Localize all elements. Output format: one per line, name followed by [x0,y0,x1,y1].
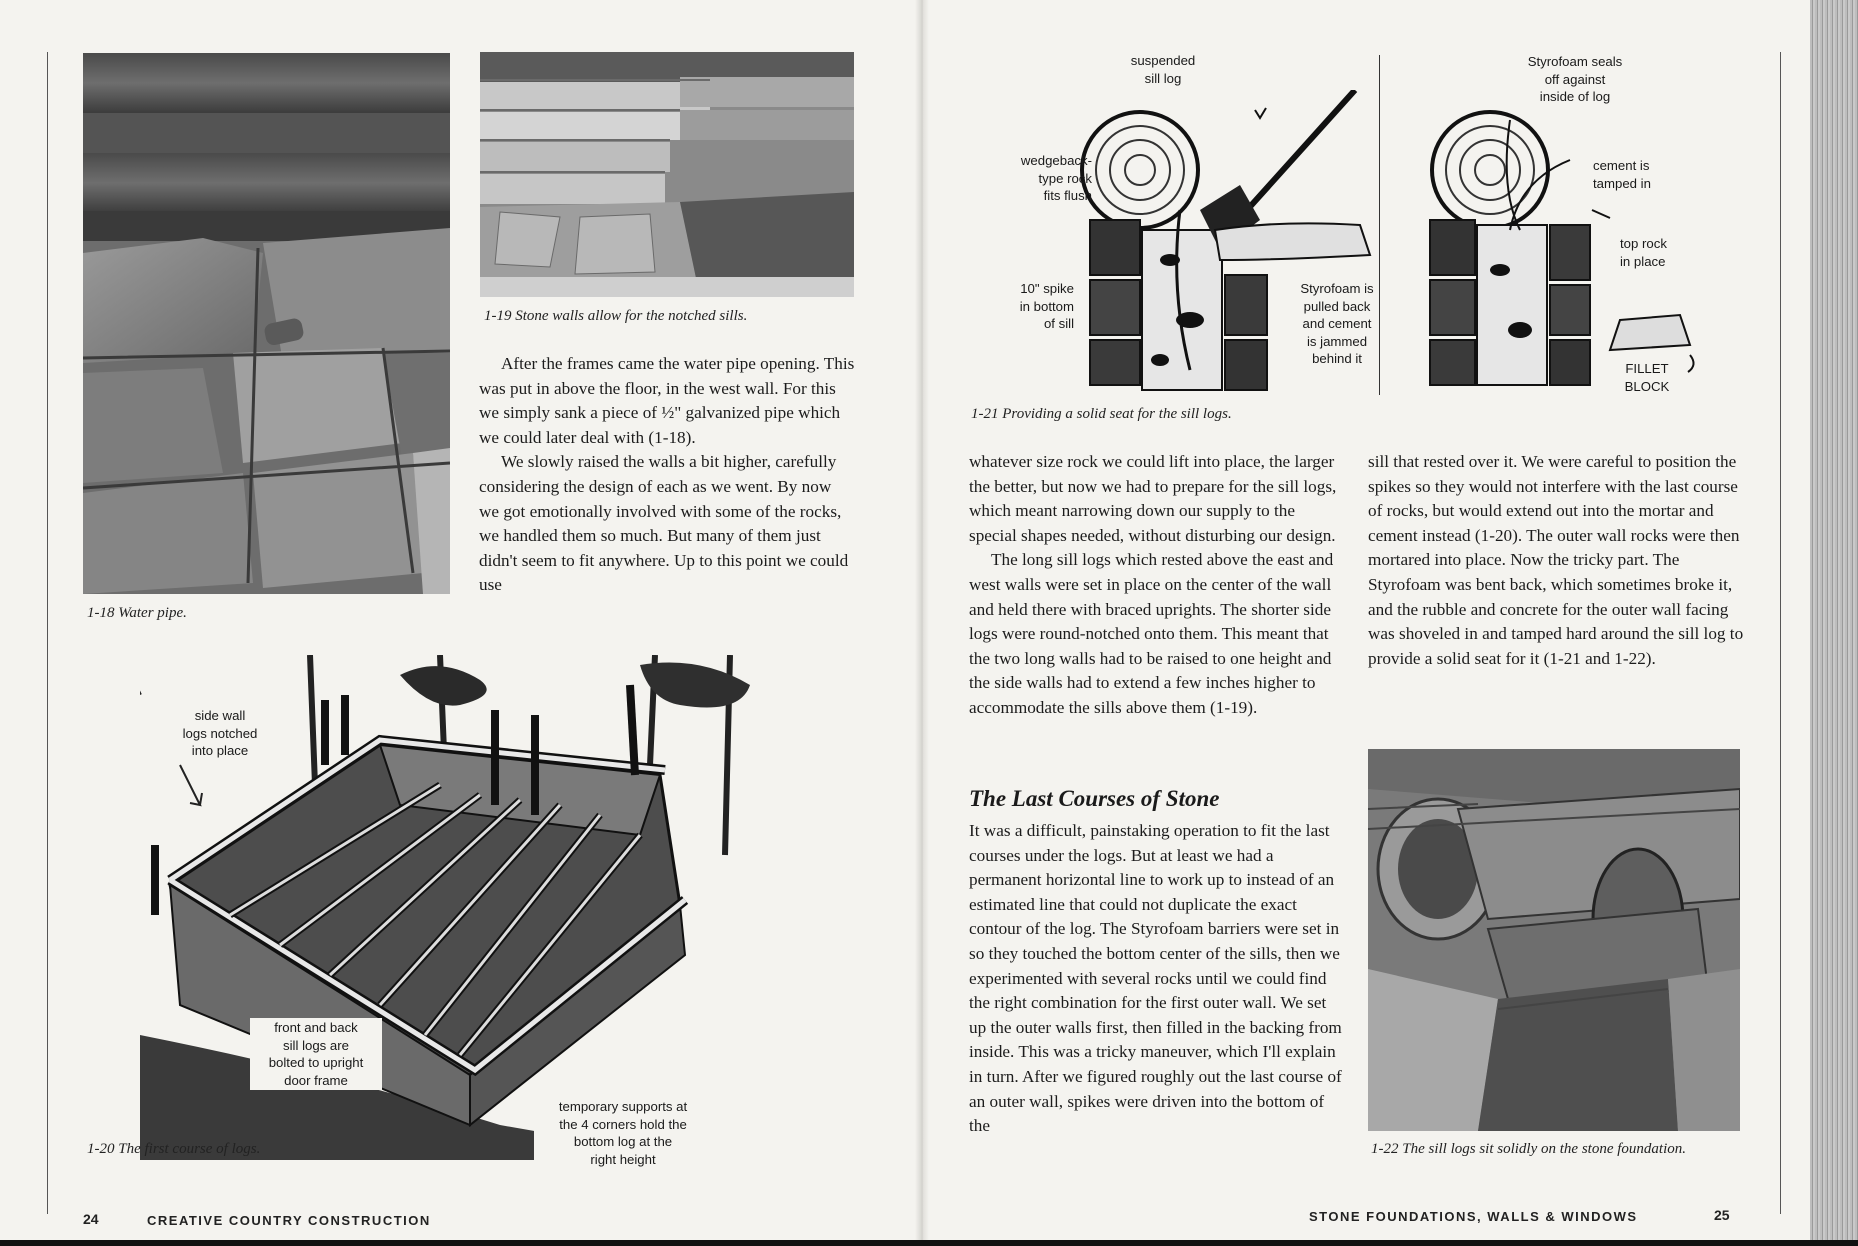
right-col1-section-text [969,819,1345,1139]
bottom-shadow [0,1240,1858,1246]
running-footer-left: CREATIVE COUNTRY CONSTRUCTION [147,1213,431,1228]
label-styrofoam-seals: Styrofoam seals off against inside of log [1527,54,1623,105]
label-fillet-block: FILLET BLOCK [1624,361,1670,394]
label-side-wall-logs: side wall logs notched into place [182,708,258,759]
left-body-text [479,352,855,598]
caption-fig-1-22: 1-22 The sill logs sit solidly on the stone foundation. [1371,1141,1686,1157]
page-number-right: 25 [1714,1207,1730,1223]
paragraph: It was a difficult, painstaking operation to fit the last courses under the logs. But at least we had a permanent horizontal line to work up to instead of an estimated line that could not duplicate the exact contour of the log. The Styrofoam barriers were set in so they touched the bottom center of the sills, then we experimented with several rocks until we could find the right combination for the first outer wall. We set up the outer walls first, then filled in the backing from inside. This was a tricky maneuver, which I'll explain in turn. After we figured roughly out the last course of an outer wall, spikes were driven into the bottom of the [969,821,1342,1136]
photo-water-pipe [83,53,450,594]
paragraph: We slowly raised the walls a bit higher, carefully considering the design of each as we went. By now we got emotionally involved with some of the rocks, we handled them so much. But many of them just didn't seem to fit anywhere. Up to this point we could use [479,452,849,595]
label-suspended-sill-log: suspended sill log [1130,53,1196,86]
label-top-rock: top rock in place [1620,236,1667,269]
left-margin-rule [47,52,48,1214]
running-footer-right: STONE FOUNDATIONS, WALLS & WINDOWS [1309,1209,1638,1224]
page-edges [1810,0,1858,1246]
label-wedgeback-rock: wedgeback- type rock fits flush [1020,153,1092,204]
label-front-back-sill-logs: front and back sill logs are bolted to upright door frame [250,1018,382,1090]
right-col2-text [1368,450,1744,671]
section-heading: The Last Courses of Stone [969,786,1220,811]
label-cement-tamped: cement is tamped in [1593,158,1651,191]
caption-fig-1-21: 1-21 Providing a solid seat for the sill logs. [971,406,1232,422]
book-gutter [915,0,929,1246]
diagram-solid-seat-for-sill-logs [1080,90,1700,400]
paragraph: sill that rested over it. We were careful to position the spikes so they would not interfere with the last course of rocks, but would extend out into the mortar and cement instead (1-20). The outer wall rocks were then mortared into place. Now the tricky part. The Styrofoam was bent back, which sometimes broke it, and the rubble and concrete for the outer wall facing was shoveled in and tamped hard around the sill log to provide a solid seat for it (1-21 and 1-22). [1368,452,1744,668]
page-number-left: 24 [83,1211,99,1227]
right-margin-rule [1780,52,1781,1214]
right-col1-text [969,450,1345,721]
photo-sill-logs-on-foundation [1368,749,1740,1131]
photo-notched-sills [480,52,854,297]
label-spike: 10" spike in bottom of sill [1019,281,1074,332]
paragraph: After the frames came the water pipe opening. This was put in above the floor, in the west wall. For this we simply sank a piece of ½" galvanized pipe which we could later deal with (1-18). [479,354,855,447]
paragraph: whatever size rock we could lift into place, the larger the better, but now we had to prepare for the sill logs, which meant narrowing down our supply to the special shapes needed, without disturbing our design. [969,452,1337,545]
label-styrofoam-pulled-back: Styrofoam is pulled back and cement is jammed behind it [1300,281,1374,367]
caption-fig-1-18: 1-18 Water pipe. [87,605,187,621]
caption-fig-1-19: 1-19 Stone walls allow for the notched sills. [484,308,748,324]
caption-fig-1-20: 1-20 The first course of logs. [87,1141,261,1157]
paragraph: The long sill logs which rested above the east and west walls were set in place on the center of the wall and held there with braced uprights. The shorter side logs were round-notched onto them. This meant that the two long walls had to be raised to one height and the side walls had to extend a few inches higher to accommodate the sills above them (1-19). [969,550,1334,717]
label-temporary-supports: temporary supports at the 4 corners hold the bottom log at the right height [534,1097,712,1169]
